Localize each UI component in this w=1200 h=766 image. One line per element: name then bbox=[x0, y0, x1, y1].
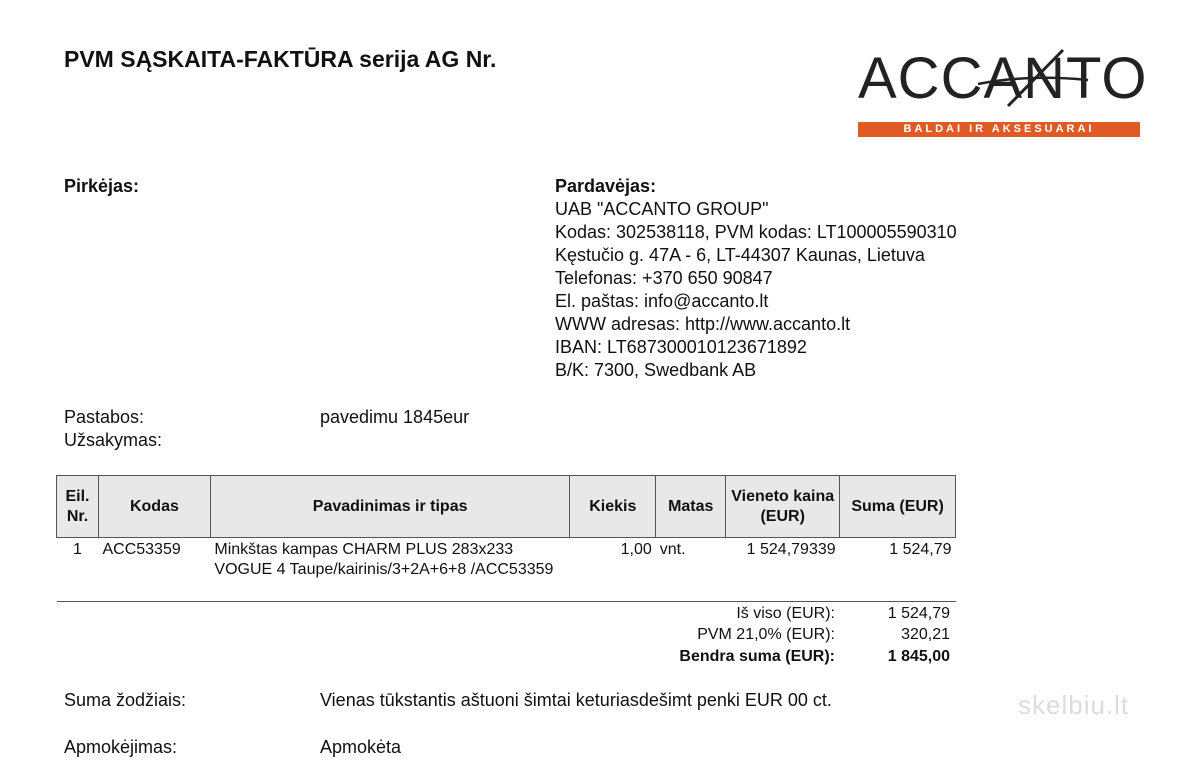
watermark: skelbiu.lt bbox=[1018, 690, 1130, 720]
seller-bank: B/K: 7300, Swedbank AB bbox=[555, 360, 757, 380]
cell-matas: vnt. bbox=[656, 538, 726, 602]
cell-suma: 1 524,79 bbox=[840, 538, 956, 602]
accanto-logo bbox=[858, 44, 1148, 140]
cell-pavadinimas: Minkštas kampas CHARM PLUS 283x233 VOGUE 4 Taupe/kairinis/3+2A+6+8 /ACC53359 bbox=[210, 538, 569, 602]
notes-label: Pastabos: bbox=[64, 407, 145, 427]
col-header-suma: Suma (EUR) bbox=[840, 476, 956, 538]
col-header-vieneto-kaina: Vieneto kaina (EUR) bbox=[726, 476, 840, 538]
col-header-matas: Matas bbox=[656, 476, 726, 538]
notes-value: pavedimu 1845eur bbox=[320, 407, 470, 427]
order-label: Užsakymas: bbox=[64, 430, 163, 450]
seller-codes: Kodas: 302538118, PVM kodas: LT100005590310 bbox=[555, 222, 957, 242]
seller-label: Pardavėjas: bbox=[555, 176, 657, 196]
items-table bbox=[56, 475, 956, 602]
cell-kiekis: 1,00 bbox=[570, 538, 656, 602]
col-header-kodas: Kodas bbox=[98, 476, 210, 538]
grand-total-value: 1 845,00 bbox=[887, 648, 950, 665]
payment-value: Apmokėta bbox=[320, 737, 402, 757]
seller-phone: Telefonas: +370 650 90847 bbox=[555, 268, 773, 288]
logo-swoosh-icon bbox=[858, 44, 1142, 124]
logo-brand-text: ACCANTO bbox=[858, 46, 1148, 111]
cell-vieneto-kaina: 1 524,79339 bbox=[726, 538, 840, 602]
table-header-row bbox=[57, 476, 956, 538]
invoice-title: PVM SĄSKAITA-FAKTŪRA serija AG Nr. bbox=[64, 46, 497, 72]
col-header-nr: Eil. Nr. bbox=[57, 476, 99, 538]
buyer-label: Pirkėjas: bbox=[64, 176, 140, 196]
seller-website: WWW adresas: http://www.accanto.lt bbox=[555, 314, 851, 334]
sum-words-label: Suma žodžiais: bbox=[64, 690, 187, 710]
seller-email: El. paštas: info@accanto.lt bbox=[555, 291, 769, 311]
seller-iban: IBAN: LT687300010123671892 bbox=[555, 337, 807, 357]
table-row bbox=[57, 538, 956, 602]
seller-address: Kęstučio g. 47A - 6, LT-44307 Kaunas, Lietuva bbox=[555, 245, 925, 265]
col-header-pavadinimas: Pavadinimas ir tipas bbox=[210, 476, 569, 538]
sum-words-value: Vienas tūkstantis aštuoni šimtai keturiasdešimt penki EUR 00 ct. bbox=[320, 690, 832, 710]
subtotal-label: Iš viso (EUR): bbox=[736, 605, 835, 622]
seller-company: UAB "ACCANTO GROUP" bbox=[555, 199, 769, 219]
logo-tagline: BALDAI IR AKSESUARAI bbox=[858, 122, 1140, 137]
vat-label: PVM 21,0% (EUR): bbox=[697, 626, 835, 643]
cell-nr: 1 bbox=[57, 538, 99, 602]
col-header-kiekis: Kiekis bbox=[570, 476, 656, 538]
vat-value: 320,21 bbox=[901, 626, 950, 643]
cell-kodas: ACC53359 bbox=[98, 538, 210, 602]
payment-label: Apmokėjimas: bbox=[64, 737, 178, 757]
grand-total-label: Bendra suma (EUR): bbox=[679, 648, 835, 665]
subtotal-value: 1 524,79 bbox=[887, 605, 950, 622]
